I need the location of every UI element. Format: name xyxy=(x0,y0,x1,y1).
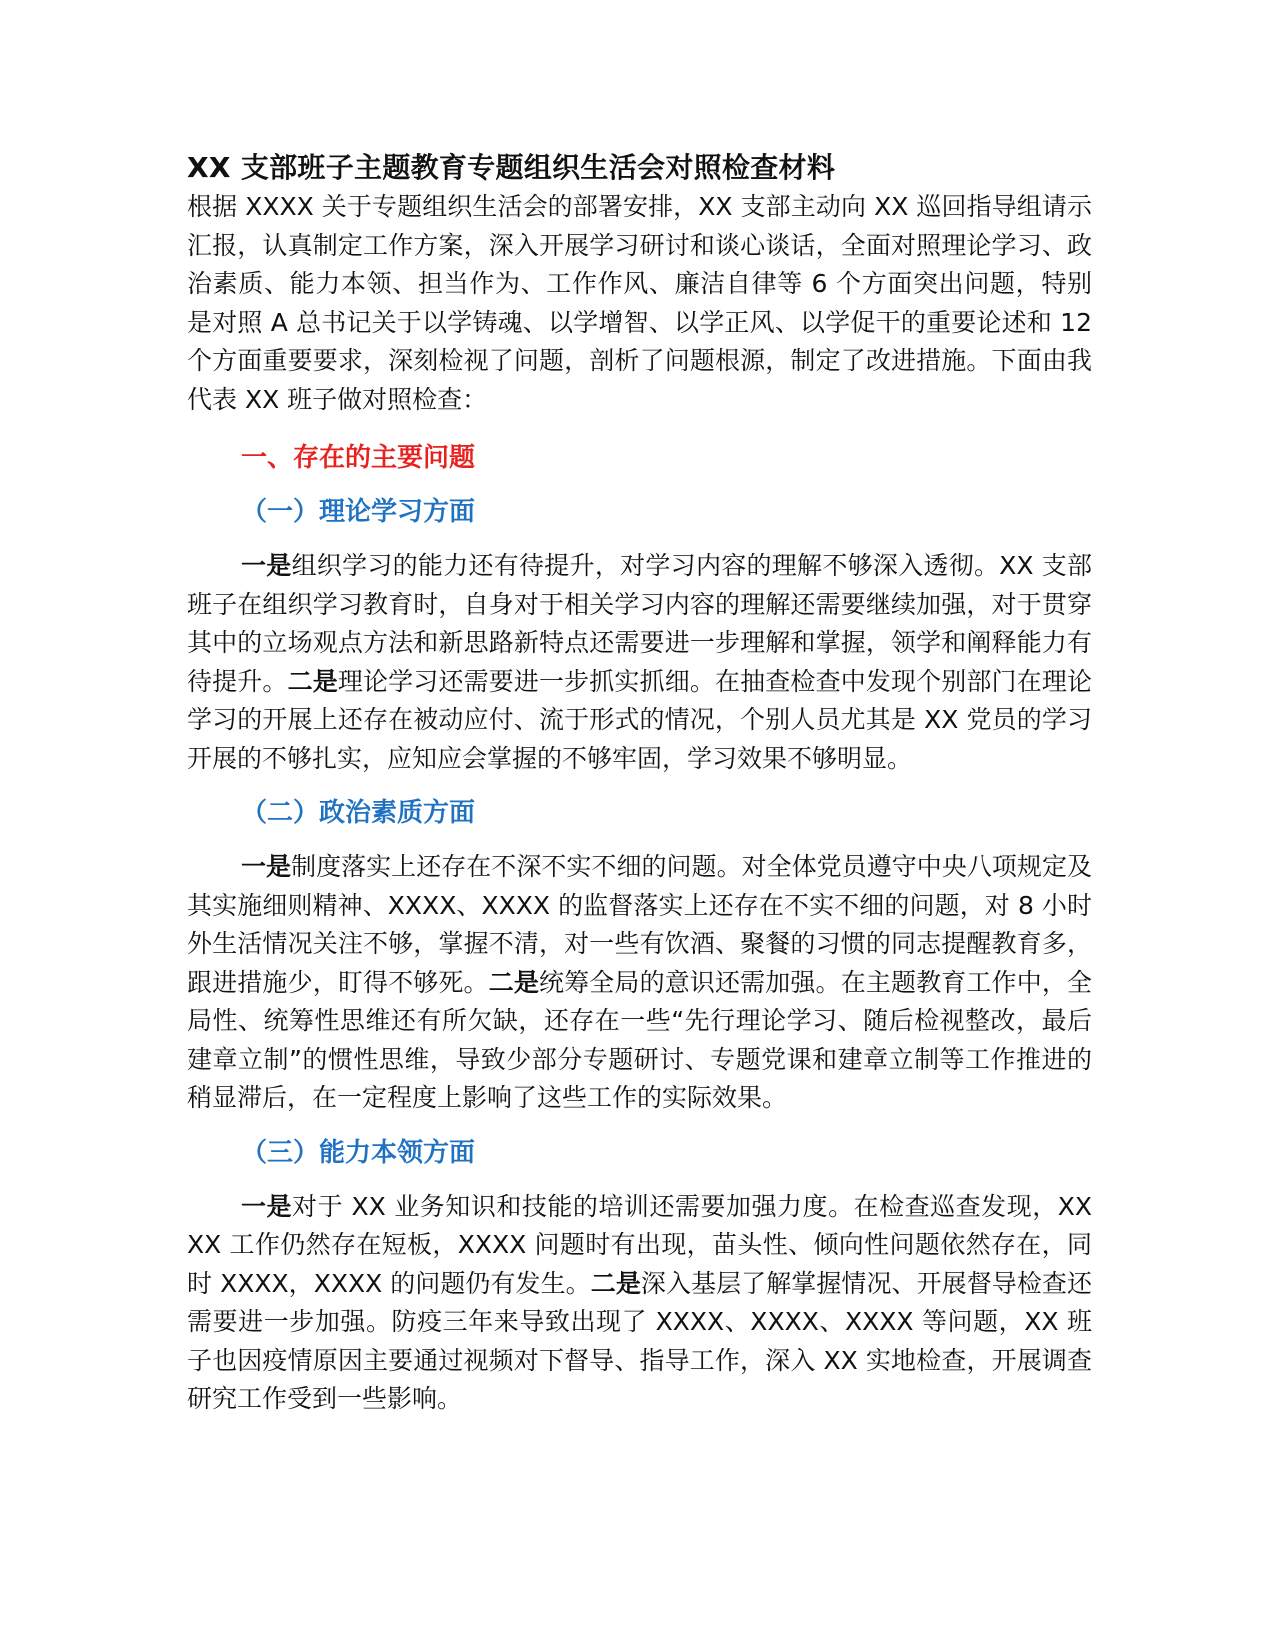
point-text-second: 深入基层了解掌握情况、开展督导检查还需要进一步加强。防疫三年来导致出现了 XXXX、XXXX、XXXX 等问题，XX 班子也因疫情原因主要通过视频对下督导、指导工作，深入 XX 实地检查，开展调查研究工作受到一些影响。 xyxy=(187,1268,1092,1413)
subsection-heading-capability: （三）能力本领方面 xyxy=(241,1137,476,1168)
subsection-heading-political-quality: （二）政治素质方面 xyxy=(241,798,476,828)
point-lead-first: 一是 xyxy=(241,551,292,580)
point-text-first: 对于 XX 业务知识和技能的培训还需要加强力度。在检查巡查发现，XXXX 工作仍然存在短板，XXXX 问题时有出现，苗头性、倾向性问题依然存在，同时 XXXX，XXXX 的问题仍有发生。 xyxy=(187,1191,1092,1298)
point-lead-second: 二是 xyxy=(287,666,338,696)
point-text-second: 理论学习还需要进一步抓实抓细。在抽查检查中发现个别部门在理论学习的开展上还存在被动应付、流于形式的情况，个别人员尤其是 XX 党员的学习开展的不够扎实，应知应会掌握的不够牢固，学习效果不够明显。 xyxy=(187,666,1092,773)
point-text-first: 制度落实上还存在不深不实不细的问题。对全体党员遵守中央八项规定及其实施细则精神、XXXX、XXXX 的监督落实上还存在不实不细的问题，对 8 小时外生活情况关注不够，掌握不清，对一些有饮酒、聚餐的习惯的同志提醒教育多，跟进措施少，盯得不够死。 xyxy=(187,852,1092,997)
point-lead-second: 二是 xyxy=(590,1268,641,1298)
subsection-paragraph-political-quality xyxy=(187,848,1092,1118)
document-body xyxy=(187,148,1092,1419)
intro-paragraph: 根据 XXXX 关于专题组织生活会的部署安排，XX 支部主动向 XX 巡回指导组请示汇报，认真制定工作方案，深入开展学习研讨和谈心谈话，全面对照理论学习、政治素质、能力本领、担当作为、工作作风、廉洁自律等 6 个方面突出问题，特别是对照 A 总书记关于以学铸魂、以学增智、以学正风、以学促干的重要论述和 12 个方面重要要求，深刻检视了问题，剖析了问题根源，制定了改进措施。下面由我代表 XX 班子做对照检查： xyxy=(187,192,1092,414)
point-text-second: 统筹全局的意识还需加强。在主题教育工作中，全局性、统筹性思维还有所欠缺，还存在一些“先行理论学习、随后检视整改，最后建章立制”的惯性思维，导致少部分专题研讨、专题党课和建章立制等工作推进的稍显滞后，在一定程度上影响了这些工作的实际效果。 xyxy=(187,967,1092,1112)
subsection-paragraph-capability xyxy=(187,1188,1092,1419)
subsection-heading-theory-study: （一）理论学习方面 xyxy=(241,497,476,527)
subsection-paragraph-theory-study xyxy=(187,547,1092,778)
point-lead-first: 一是 xyxy=(241,1191,293,1221)
point-text-first: 组织学习的能力还有待提升，对学习内容的理解不够深入透彻。XX 支部班子在组织学习教育时，自身对于相关学习内容的理解还需要继续加强，对于贯穿其中的立场观点方法和新思路新特点还需要进一步理解和掌握，领学和阐释能力有待提升。 xyxy=(187,551,1092,696)
point-lead-second: 二是 xyxy=(488,967,539,997)
point-lead-first: 一是 xyxy=(241,852,292,881)
section-heading-main-problems: 一、存在的主要问题 xyxy=(241,443,476,473)
document-title: XX 支部班子主题教育专题组织生活会对照检查材料 xyxy=(187,151,836,184)
